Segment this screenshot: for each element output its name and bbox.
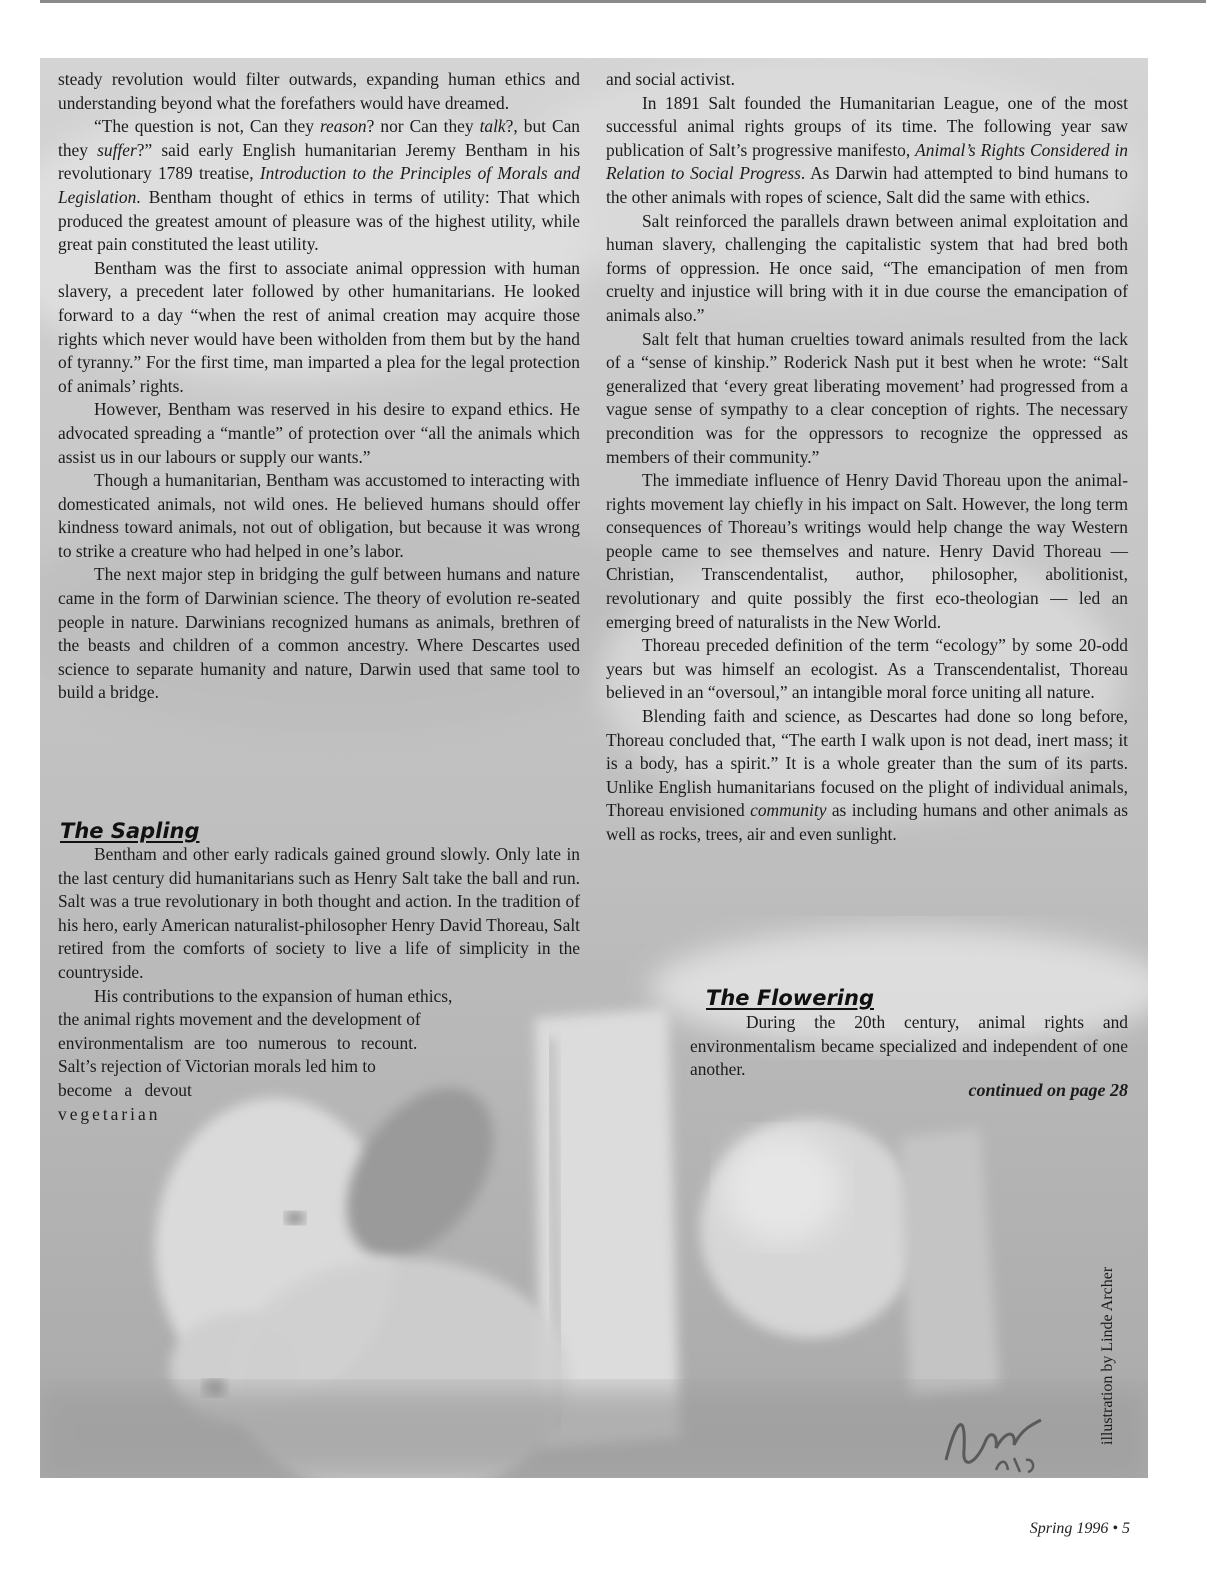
right-paragraph-1: and social activist. — [606, 69, 735, 89]
flowering-paragraph: During the 20th century, animal rights and environmentalism became specialized and independent of one another. — [690, 1012, 1128, 1080]
sapling-paragraph-1: Bentham and other early radicals gained ground slowly. Only late in the last century did humanitarians such as Henry Salt take the ball and run. Salt was a true revolutionary in both thought and action. In the tradition of his hero, early American naturalist-philosopher Henry David Thoreau, Salt retired from the comforts of society to live a life of simplicity in the countryside. — [58, 844, 580, 982]
sapling-line-5: become a devout — [58, 1079, 192, 1100]
page-folio: Spring 1996 • 5 — [1029, 1520, 1130, 1537]
right-paragraph-6: Thoreau preceded definition of the term “ecology” by some 20-odd years but was himself an ecologist. As a Transcendentalist, Thoreau believed in an “oversoul,” an intangible moral force uniting all nature. — [606, 635, 1128, 703]
left-paragraph-3: Bentham was the first to associate animal oppression with human slavery, a precedent later followed by other humanitarians. He looked forward to a day “when the rest of animal creation may acquire those rights which never would have been witholden from them but by the hand of tyranny.” For the first time, man imparted a plea for the legal protection of animals’ rights. — [58, 257, 580, 396]
left-paragraph-1: steady revolution would filter outwards, expanding human ethics and understanding beyond what the forefathers would have dreamed. — [58, 69, 580, 113]
sapling-line-1: His contributions to the expansion of human ethics, — [94, 985, 453, 1006]
left-paragraph-2: “The question is not, Can they reason? nor Can they talk?, but Can they suffer?” said early English humanitarian Jeremy Bentham in his revolutionary 1789 treatise, Introduction to the Principles of Morals and Legislation. Bentham thought of ethics in terms of utility: That which produced the greatest amount of pleasure was of the highest utility, while great pain constituted the least utility. — [58, 116, 581, 255]
sapling-line-3: environmentalism are too numerous to recount. — [58, 1032, 418, 1053]
artist-signature — [936, 1400, 1056, 1480]
right-paragraph-2: In 1891 Salt founded the Humanitarian League, one of the most successful animal rights groups of its time. The following year saw publication of Salt’s progressive manifesto, Animal’s Rights Considered in Relation to Social Progress. As Darwin had attempted to bind humans to the other animals with ropes of science, Salt did the same with ethics. — [606, 92, 1128, 207]
flowering-heading: The Flowering — [706, 986, 874, 1010]
sapling-paragraph-2 — [58, 985, 488, 1127]
continued-link[interactable]: continued on page 28 — [968, 1080, 1128, 1100]
right-column — [606, 68, 1128, 847]
left-paragraph-4: However, Bentham was reserved in his desire to expand ethics. He advocated spreading a “mantle” of protection over “all the animals which assist us in our labours or supply our wants.” — [58, 399, 580, 467]
left-column — [58, 68, 580, 705]
right-paragraph-5: The immediate influence of Henry David Thoreau upon the animal-rights movement lay chiefly in his impact on Salt. However, the long term consequences of Thoreau’s writings would help change the way Western people came to see themselves and nature. Henry David Thoreau — Christian, Transcendentalist, author, philosopher, abolitionist, revolutionary and quite possibly the first eco-theologian — led an emerging breed of naturalists in the New World. — [606, 470, 1128, 632]
right-paragraph-7: Blending faith and science, as Descartes had done so long before, Thoreau concluded that, “The earth I walk upon is not dead, inert mass; it is a body, has a spirit.” It is a whole greater than the sum of its parts. Unlike English humanitarians focused on the plight of individual animals, Thoreau envisioned community as including humans and other animals as well as rocks, trees, air and even sunlight. — [606, 706, 1128, 844]
right-paragraph-4: Salt felt that human cruelties toward animals resulted from the lack of a “sense of kinship.” Roderick Nash put it best when he wrote: “Salt generalized that ‘every great liberating movement’ had progressed from a vague sense of sympathy to a clear conception of rights. The necessary precondition was for the oppressors to recognize the oppressed as members of their community.” — [606, 328, 1128, 467]
top-rule — [40, 0, 1206, 3]
left-paragraph-6: The next major step in bridging the gulf between humans and nature came in the form of Darwinian science. The theory of evolution re-seated people in nature. Darwinians recognized humans as animals, brethren of the beasts and children of a common ancestry. Where Descartes used science to separate humanity and nature, Darwin used that same tool to build a bridge. — [58, 564, 580, 703]
sapling-line-4: Salt’s rejection of Victorian morals led him to — [58, 1056, 376, 1077]
left-paragraph-5: Though a humanitarian, Bentham was accustomed to interacting with domesticated animals, not wild ones. He believed humans should offer kindness toward animals, not out of obligation, but because it was wrong to strike a creature who had helped in one’s labor. — [58, 470, 580, 561]
illustration-credit: illustration by Linde Archer — [1099, 1266, 1116, 1445]
right-paragraph-3: Salt reinforced the parallels drawn between animal exploitation and human slavery, challenging the capitalistic system that had bred both forms of oppression. He once said, “The emancipation of men from cruelty and injustice will bring with it in due course the emancipation of animals also.” — [606, 210, 1128, 325]
flowering-section — [690, 1011, 1128, 1082]
sapling-line-2: the animal rights movement and the development of — [58, 1009, 421, 1030]
sapling-line-6: vegetarian — [58, 1103, 161, 1124]
sapling-heading: The Sapling — [60, 819, 200, 843]
sapling-section — [58, 843, 580, 1126]
